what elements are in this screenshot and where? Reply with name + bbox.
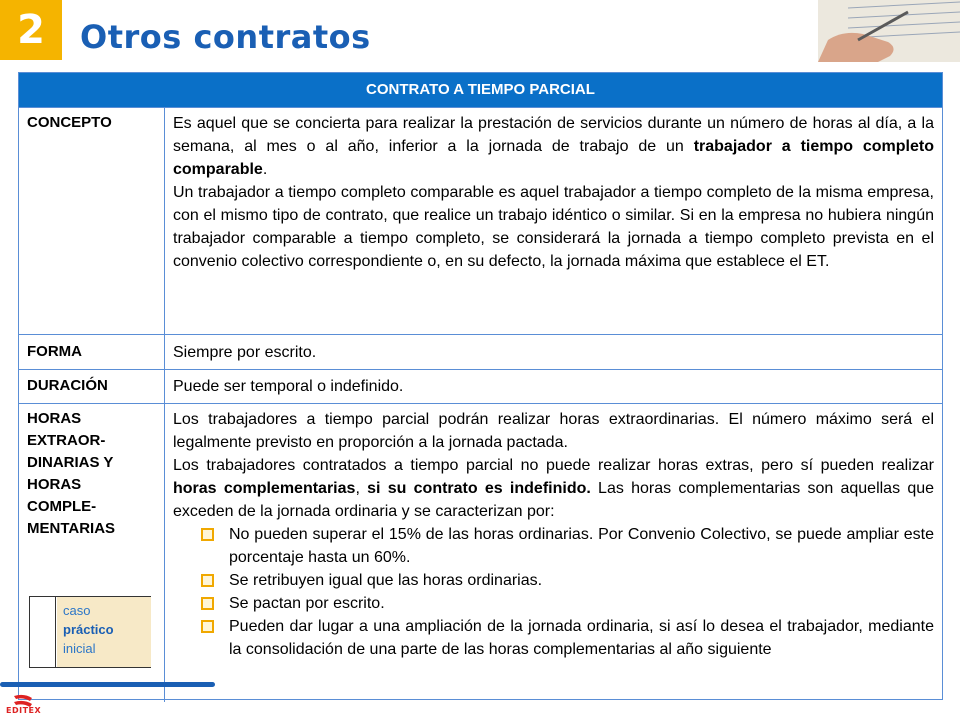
editex-logo-text: EDITEX: [6, 706, 42, 715]
table-heading: CONTRATO A TIEMPO PARCIAL: [19, 73, 942, 107]
text-segment: Los trabajadores contratados a tiempo parcial no puede realizar horas extras, pero sí pueden realizar: [173, 457, 934, 474]
square-bullet-icon: [201, 620, 214, 633]
practico-word: práctico: [63, 622, 114, 637]
label-line: HORAS: [27, 476, 82, 493]
label-line: COMPLE-: [27, 498, 97, 515]
row-label: [19, 404, 165, 702]
table-row-concepto: [19, 107, 942, 334]
square-bullet-icon: [201, 597, 214, 610]
caso-side-tab: [30, 597, 56, 667]
list-item-text: Pueden dar lugar a una ampliación de la jornada ordinaria, si así lo desea el trabajador, mediante la consolidación de una parte de las horas complementarias al año siguiente: [229, 618, 934, 658]
concepto-text-end: .: [262, 161, 268, 178]
list-item: [173, 615, 934, 661]
table-row-duracion: [19, 369, 942, 403]
horas-paragraph-2: [173, 454, 934, 523]
footer-divider: [0, 682, 215, 687]
label-line: MENTARIAS: [27, 520, 116, 537]
header-photo-hand-writing-icon: [818, 0, 960, 62]
chapter-number-badge: 2: [0, 0, 62, 60]
label-line: EXTRAOR-: [27, 432, 106, 449]
caso-practico-inicial-link[interactable]: [29, 596, 151, 668]
list-item-text: Se pactan por escrito.: [229, 595, 385, 612]
list-item: [173, 523, 934, 569]
concepto-paragraph-2: Un trabajador a tiempo completo comparable es aquel trabajador a tiempo completo de la misma empresa, con el mismo tipo de contrato, que realice un trabajo idéntico o similar. Si en la empresa no hubiera ningún trabajador comparable a tiempo completo, se considerará la jornada a tiempo completo prevista en el convenio colectivo correspondiente o, en su defecto, la jornada máxima que establece el ET.: [173, 184, 934, 270]
horas-paragraph-1: Los trabajadores a tiempo parcial podrán realizar horas extraordinarias. El número máximo será el legalmente previsto en proporción a la jornada pactada.: [173, 411, 934, 451]
table-row-horas: [19, 403, 942, 702]
inicial-word: inicial: [63, 641, 96, 656]
bold-segment: si su contrato es indefinido.: [367, 480, 591, 497]
table-row-forma: [19, 334, 942, 369]
square-bullet-icon: [201, 528, 214, 541]
concepto-text-bold: trabajador a tiempo completo comparable: [173, 138, 935, 178]
concepto-text-a: Es aquel que se concierta para realizar la prestación de servicios durante un número de horas al día, a la semana, al mes o al año, inferior a la jornada de trabajo de un: [173, 115, 934, 155]
text-segment: Las horas complementarias son aquellas que exceden de la jornada ordinaria y se caracterizan por:: [173, 480, 935, 520]
row-content: Puede ser temporal o indefinido.: [173, 378, 404, 395]
row-label: DURACIÓN: [19, 370, 165, 403]
row-content: [165, 404, 942, 702]
list-item-text: Se retribuyen igual que las horas ordinarias.: [229, 572, 543, 589]
square-bullet-icon: [201, 574, 214, 587]
row-label: CONCEPTO: [19, 108, 165, 334]
bold-segment: horas complementarias: [173, 480, 356, 497]
text-segment: ,: [355, 480, 368, 497]
row-content: [165, 108, 942, 334]
contract-table: [18, 72, 943, 700]
label-line: DINARIAS Y: [27, 454, 114, 471]
list-item: [173, 592, 934, 615]
page-title: Otros contratos: [80, 18, 371, 56]
row-label: FORMA: [19, 335, 165, 369]
caso-label: [57, 597, 151, 667]
caso-word: caso: [63, 603, 91, 618]
list-item-text: No pueden superar el 15% de las horas ordinarias. Por Convenio Colectivo, se puede ampliar este porcentaje hasta un 60%.: [229, 526, 934, 566]
label-line: HORAS: [27, 410, 82, 427]
list-item: [173, 569, 934, 592]
bullet-list: [173, 523, 934, 661]
row-content: Siempre por escrito.: [173, 344, 317, 361]
